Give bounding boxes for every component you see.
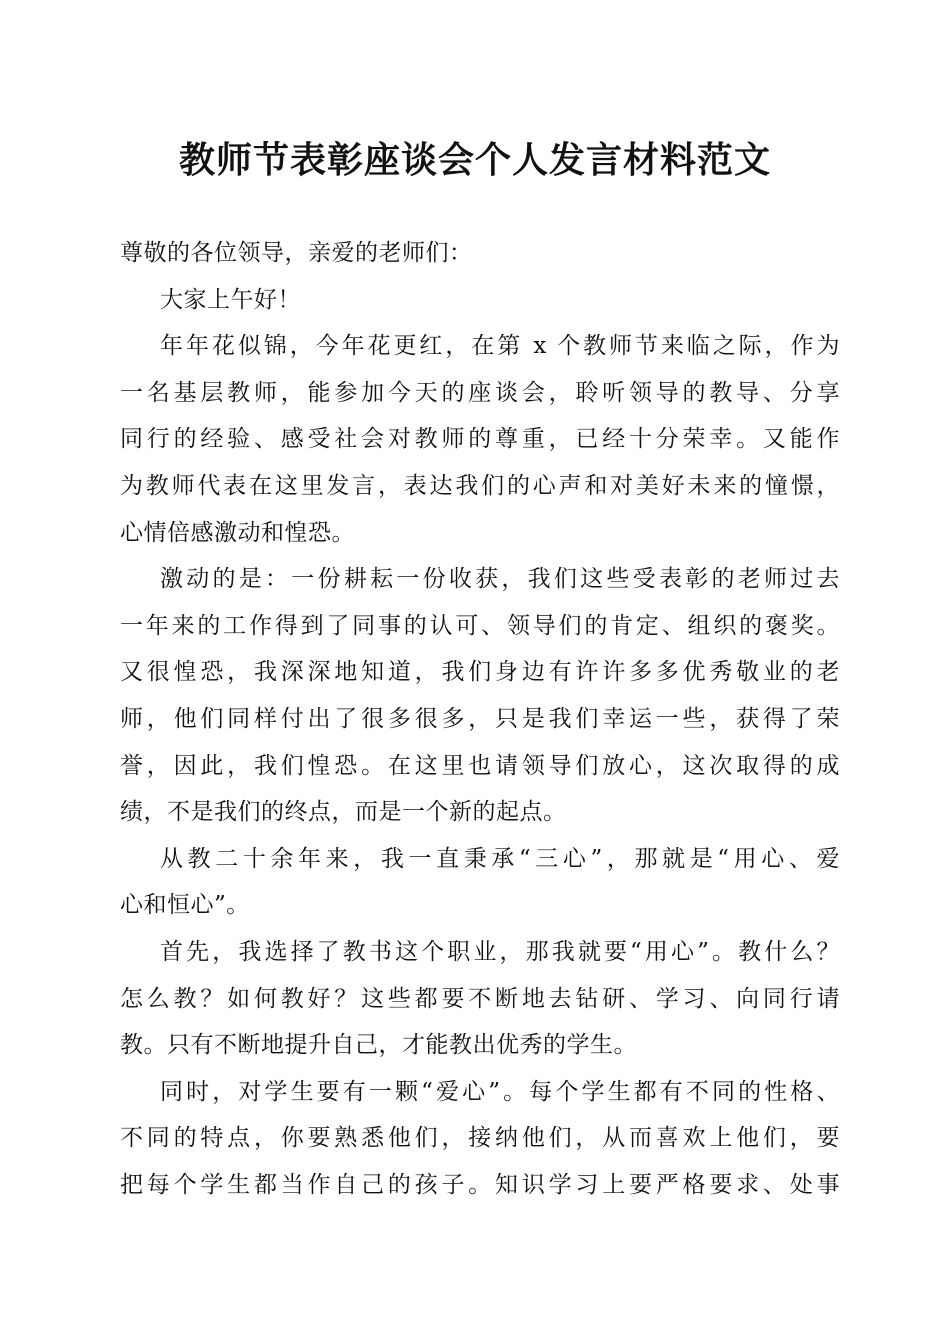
paragraph-line: 心情倍感激动和惶恐。 bbox=[120, 519, 355, 546]
paragraph-line: 同时，对学生要有一颗“爱心”。每个学生都有不同的性格、 bbox=[160, 1078, 840, 1105]
paragraph-line: 大家上午好！ bbox=[160, 286, 301, 313]
document-body bbox=[120, 230, 840, 1208]
paragraph-line: 心和恒心”。 bbox=[120, 892, 250, 919]
paragraph-line: 同行的经验、感受社会对教师的尊重，已经十分荣幸。又能作 bbox=[120, 426, 840, 453]
paragraph-opening bbox=[120, 323, 840, 556]
paragraph-greeting bbox=[120, 277, 840, 324]
document-title: 教师节表彰座谈会个人发言材料范文 bbox=[178, 139, 771, 181]
paragraph-line: 一年来的工作得到了同事的认可、领导们的肯定、组织的褒奖。 bbox=[120, 612, 840, 639]
paragraph-line: 尊敬的各位领导，亲爱的老师们： bbox=[120, 240, 473, 266]
paragraph-line: 教。只有不断地提升自己，才能教出优秀的学生。 bbox=[120, 1032, 637, 1059]
paragraph-love-for-students bbox=[120, 1069, 840, 1209]
paragraph-three-hearts bbox=[120, 836, 840, 929]
paragraph-line: 怎么教？如何教好？这些都要不断地去钻研、学习、向同行请 bbox=[120, 985, 840, 1012]
paragraph-line: 从教二十余年来，我一直秉承“三心”，那就是“用心、爱 bbox=[160, 845, 840, 872]
paragraph-line: 激动的是：一份耕耘一份收获，我们这些受表彰的老师过去 bbox=[160, 566, 840, 593]
paragraph-line: 首先，我选择了教书这个职业，那我就要“用心”。教什么？ bbox=[160, 938, 840, 965]
paragraph-first-dedication bbox=[120, 929, 840, 1069]
paragraph-line: 师，他们同样付出了很多很多，只是我们幸运一些，获得了荣 bbox=[120, 705, 840, 732]
paragraph-line: 为教师代表在这里发言，表达我们的心声和对美好未来的憧憬， bbox=[120, 472, 840, 499]
paragraph-salutation bbox=[120, 230, 840, 277]
paragraph-line: 不同的特点，你要熟悉他们，接纳他们，从而喜欢上他们，要 bbox=[120, 1125, 840, 1152]
paragraph-line: 又很惶恐，我深深地知道，我们身边有许许多多优秀敬业的老 bbox=[120, 659, 840, 686]
paragraph-line: 年年花似锦，今年花更红，在第 x 个教师节来临之际，作为 bbox=[160, 333, 840, 360]
paragraph-line: 把每个学生都当作自己的孩子。知识学习上要严格要求、处事 bbox=[120, 1171, 840, 1198]
paragraph-line: 一名基层教师，能参加今天的座谈会，聆听领导的教导、分享 bbox=[120, 379, 840, 406]
paragraph-line: 绩，不是我们的终点，而是一个新的起点。 bbox=[120, 799, 567, 826]
paragraph-excitement bbox=[120, 556, 840, 836]
paragraph-line: 誉，因此，我们惶恐。在这里也请领导们放心，这次取得的成 bbox=[120, 752, 840, 779]
